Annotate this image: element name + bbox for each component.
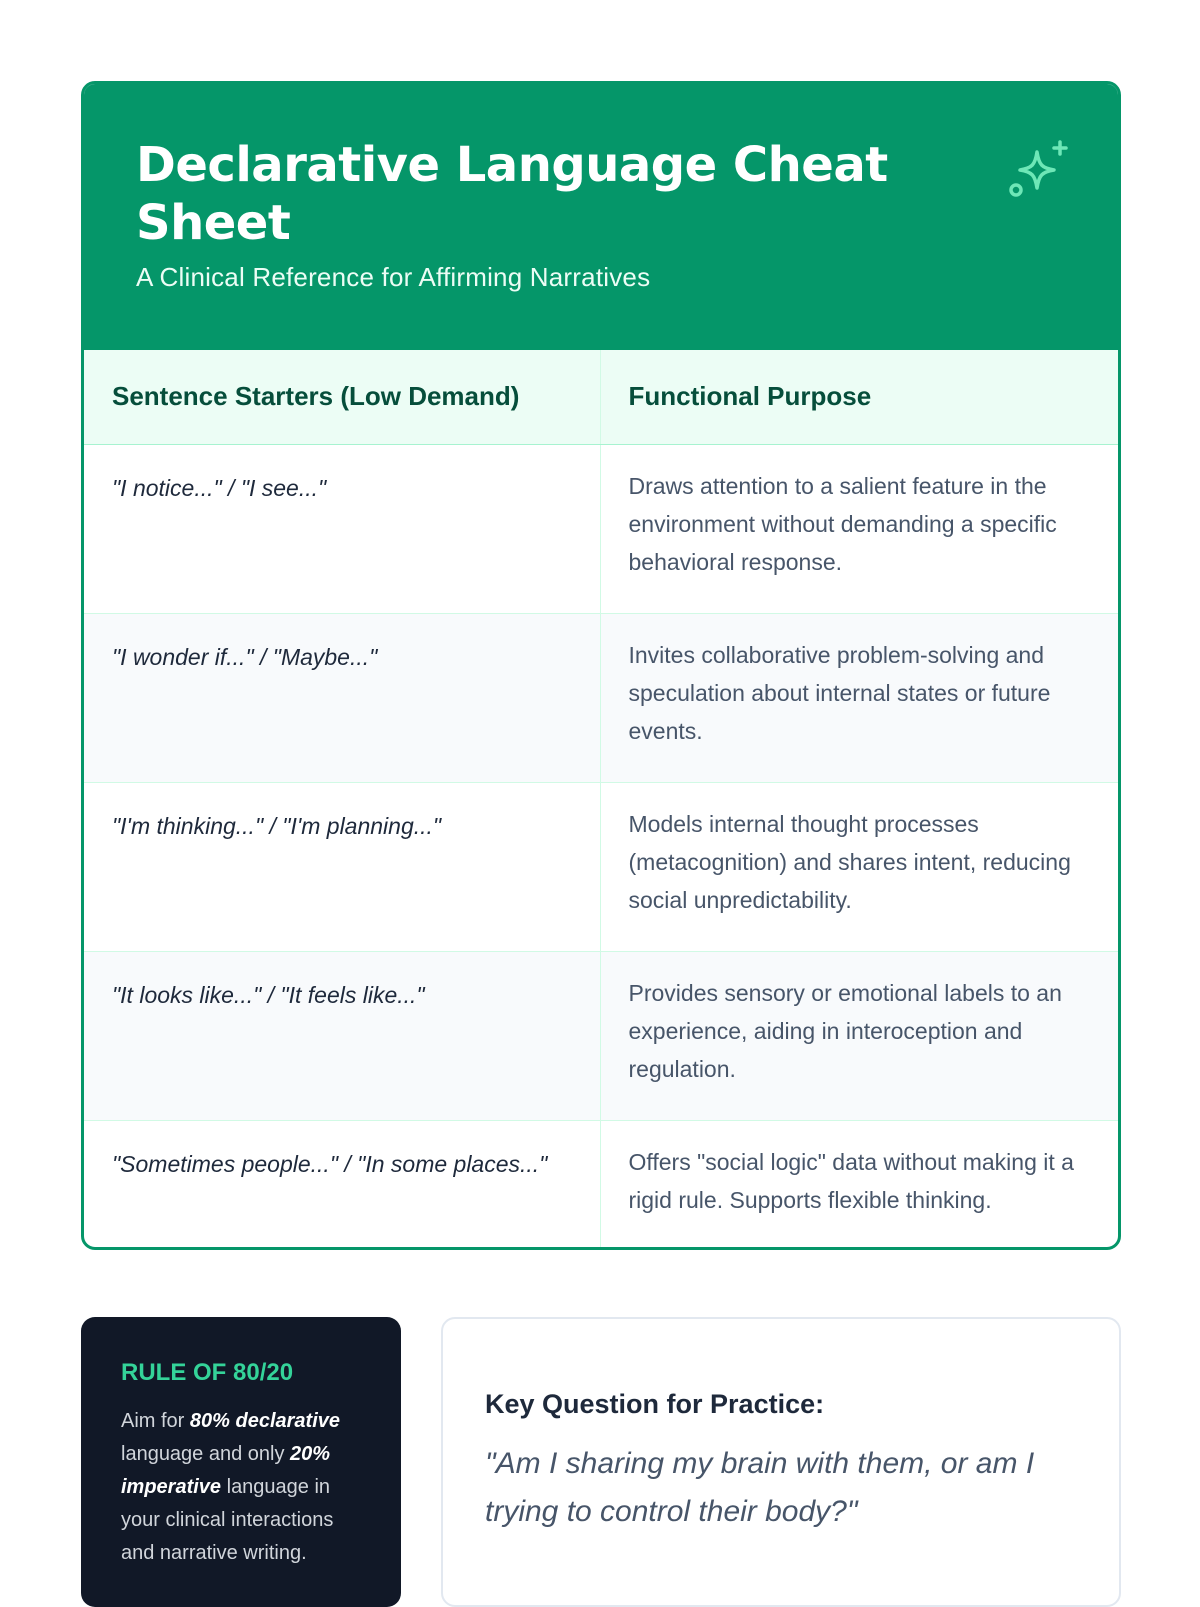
starter-cell: "It looks like..." / "It feels like..." xyxy=(84,951,600,1120)
rule-text xyxy=(121,1405,361,1570)
rule-text-part: Aim for xyxy=(121,1410,190,1432)
rule-text-part: language in your clinical interactions and narrative writing. xyxy=(121,1476,334,1564)
key-question-text: "Am I sharing my brain with them, or am I trying to control their body?" xyxy=(485,1447,1035,1528)
rule-title: RULE OF 80/20 xyxy=(121,1359,294,1386)
card-header xyxy=(84,84,1118,350)
rule-text-part: language and only xyxy=(121,1443,291,1465)
purpose-cell: Provides sensory or emotional labels to an experience, aiding in interoception and regulation. xyxy=(600,951,1118,1120)
table-row xyxy=(84,444,1118,613)
column-header-purpose: Functional Purpose xyxy=(600,350,1118,444)
table-header-row xyxy=(84,350,1118,444)
page-subtitle: A Clinical Reference for Affirming Narratives xyxy=(136,262,651,292)
table-row xyxy=(84,613,1118,782)
cheat-sheet-card xyxy=(81,81,1121,1250)
rule-emphasis-declarative: 80% declarative xyxy=(189,1410,341,1432)
purpose-cell: Invites collaborative problem-solving and speculation about internal states or future events. xyxy=(600,613,1118,782)
starter-cell: "I'm thinking..." / "I'm planning..." xyxy=(84,782,600,951)
purpose-cell: Offers "social logic" data without making it a rigid rule. Supports flexible thinking. xyxy=(600,1120,1118,1250)
starter-cell: "I wonder if..." / "Maybe..." xyxy=(84,613,600,782)
sparkle-icon xyxy=(1006,136,1070,200)
starters-table xyxy=(84,350,1118,1250)
purpose-cell: Models internal thought processes (metacognition) and shares intent, reducing social unpredictability. xyxy=(600,782,1118,951)
rule-emphasis-imperative: 20% imperative xyxy=(121,1443,331,1498)
starter-cell: "I notice..." / "I see..." xyxy=(84,444,600,613)
key-question-label: Key Question for Practice: xyxy=(485,1389,825,1419)
column-header-starters: Sentence Starters (Low Demand) xyxy=(84,350,600,444)
table-row xyxy=(84,1120,1118,1250)
key-question-panel xyxy=(441,1317,1121,1607)
table-row xyxy=(84,951,1118,1120)
rule-panel xyxy=(81,1317,401,1607)
starter-cell: "Sometimes people..." / "In some places..." xyxy=(112,1150,548,1177)
table-row xyxy=(84,782,1118,951)
purpose-cell: Draws attention to a salient feature in the environment without demanding a specific behavioral response. xyxy=(600,444,1118,613)
page-title: Declarative Language Cheat Sheet xyxy=(136,137,888,251)
